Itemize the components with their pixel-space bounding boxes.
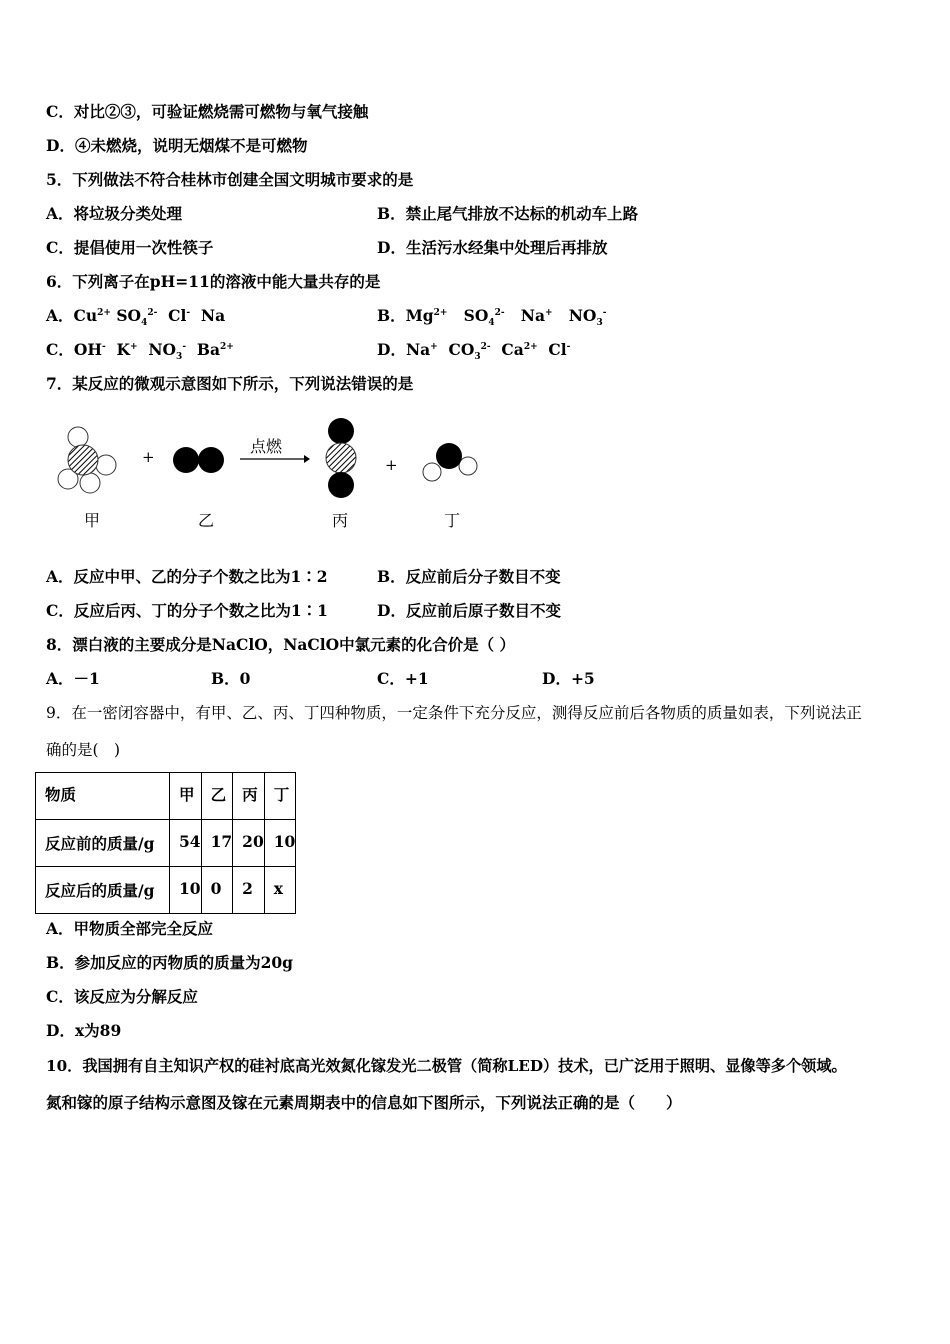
- q5-option-b[interactable]: B．禁止尾气排放不达标的机动车上路: [377, 204, 639, 223]
- q8-stem: 8．漂白液的主要成分是NaClO，NaClO中氯元素的化合价是（ ）: [46, 635, 516, 654]
- table-header-cell: 物质: [36, 773, 170, 820]
- label-jia: 甲: [84, 511, 101, 530]
- molecule-ding: [423, 443, 477, 481]
- q10-stem-line2: 氮和镓的原子结构示意图及镓在元素周期表中的信息如下图所示，下列说法正确的是（ ）: [46, 1093, 682, 1112]
- q9-option-a[interactable]: A．甲物质全部完全反应: [46, 919, 214, 938]
- q8-option-c[interactable]: C．+1: [377, 669, 429, 688]
- reaction-condition: 点燃: [250, 437, 283, 456]
- table-cell: 20: [233, 820, 265, 867]
- table-header-cell: 乙: [201, 773, 233, 820]
- q6-option-d[interactable]: D．Na+ $CO_3^{2-}$ $Ca^{2+}$ Cl-: [377, 340, 571, 363]
- table-cell: x: [264, 867, 296, 914]
- q10-stem-line1: 10．我国拥有自主知识产权的硅衬底高光效氮化镓发光二极管（简称LED）技术，已广泛用于照明、显像等多个领域。: [46, 1057, 847, 1075]
- plus-sign-2: +: [385, 456, 398, 474]
- mass-table: [35, 772, 296, 914]
- table-row: [36, 820, 296, 867]
- label-bing: 丙: [332, 511, 349, 530]
- q9-stem-line2: 确的是( ): [46, 741, 121, 759]
- q5-option-c[interactable]: C．提倡使用一次性筷子: [46, 238, 214, 257]
- q9-option-b[interactable]: B．参加反应的丙物质的质量为20g: [46, 953, 294, 972]
- q7-option-a[interactable]: A．反应中甲、乙的分子个数之比为1∶2: [46, 567, 328, 586]
- molecule-bing: [326, 418, 356, 498]
- table-row: [36, 867, 296, 914]
- table-cell: 反应前的质量/g: [36, 820, 170, 867]
- q9-option-d[interactable]: D．x为89: [46, 1021, 122, 1040]
- q4-option-d[interactable]: D．④未燃烧，说明无烟煤不是可燃物: [46, 136, 308, 155]
- table-cell: 反应后的质量/g: [36, 867, 170, 914]
- q9-stem-line1: 9．在一密闭容器中，有甲、乙、丙、丁四种物质，一定条件下充分反应，测得反应前后各物质的质量如表，下列说法正: [46, 704, 862, 722]
- table-cell: 2: [233, 867, 265, 914]
- q7-option-d[interactable]: D．反应前后原子数目不变: [377, 601, 561, 620]
- q5-option-a[interactable]: A．将垃圾分类处理: [46, 204, 183, 223]
- q6-option-c[interactable]: C．OH- K+ $NO_3^-$ $Ba^{2+}$: [46, 340, 234, 363]
- table-cell: 54: [170, 820, 202, 867]
- q9-option-c[interactable]: C．该反应为分解反应: [46, 987, 198, 1006]
- table-cell: 0: [201, 867, 233, 914]
- q7-option-c[interactable]: C．反应后丙、丁的分子个数之比为1∶1: [46, 601, 328, 620]
- table-header-row: [36, 773, 296, 820]
- q6-stem: 6．下列离子在pH=11的溶液中能大量共存的是: [46, 272, 381, 291]
- q7-stem: 7．某反应的微观示意图如下所示，下列说法错误的是: [46, 374, 414, 393]
- q8-option-b[interactable]: B．0: [211, 669, 251, 688]
- q8-option-a[interactable]: A．－1: [46, 669, 100, 688]
- table-cell: 17: [201, 820, 233, 867]
- table-header-cell: 丙: [233, 773, 265, 820]
- label-yi: 乙: [198, 511, 215, 530]
- plus-sign-1: +: [142, 448, 155, 466]
- reaction-diagram: [40, 410, 510, 540]
- table-header-cell: 丁: [264, 773, 296, 820]
- q8-option-d[interactable]: D．+5: [542, 669, 595, 688]
- q5-option-d[interactable]: D．生活污水经集中处理后再排放: [377, 238, 608, 257]
- q6-option-b[interactable]: B．$Mg^{2+}$ $SO_4^{2-}$ Na+ $NO_3^-$: [377, 306, 607, 329]
- table-cell: 10: [264, 820, 296, 867]
- molecule-yi: [173, 447, 224, 473]
- table-cell: 10: [170, 867, 202, 914]
- q6-option-a[interactable]: A．$Cu^{2+}$ $SO_4^{2-}$ Cl- Na: [46, 306, 226, 329]
- table-header-cell: 甲: [170, 773, 202, 820]
- reaction-arrow: [240, 455, 310, 463]
- q5-stem: 5．下列做法不符合桂林市创建全国文明城市要求的是: [46, 170, 414, 189]
- q7-option-b[interactable]: B．反应前后分子数目不变: [377, 567, 561, 586]
- q4-option-c[interactable]: C．对比②③，可验证燃烧需可燃物与氧气接触: [46, 102, 369, 121]
- label-ding: 丁: [444, 511, 461, 530]
- molecule-jia: [58, 427, 116, 493]
